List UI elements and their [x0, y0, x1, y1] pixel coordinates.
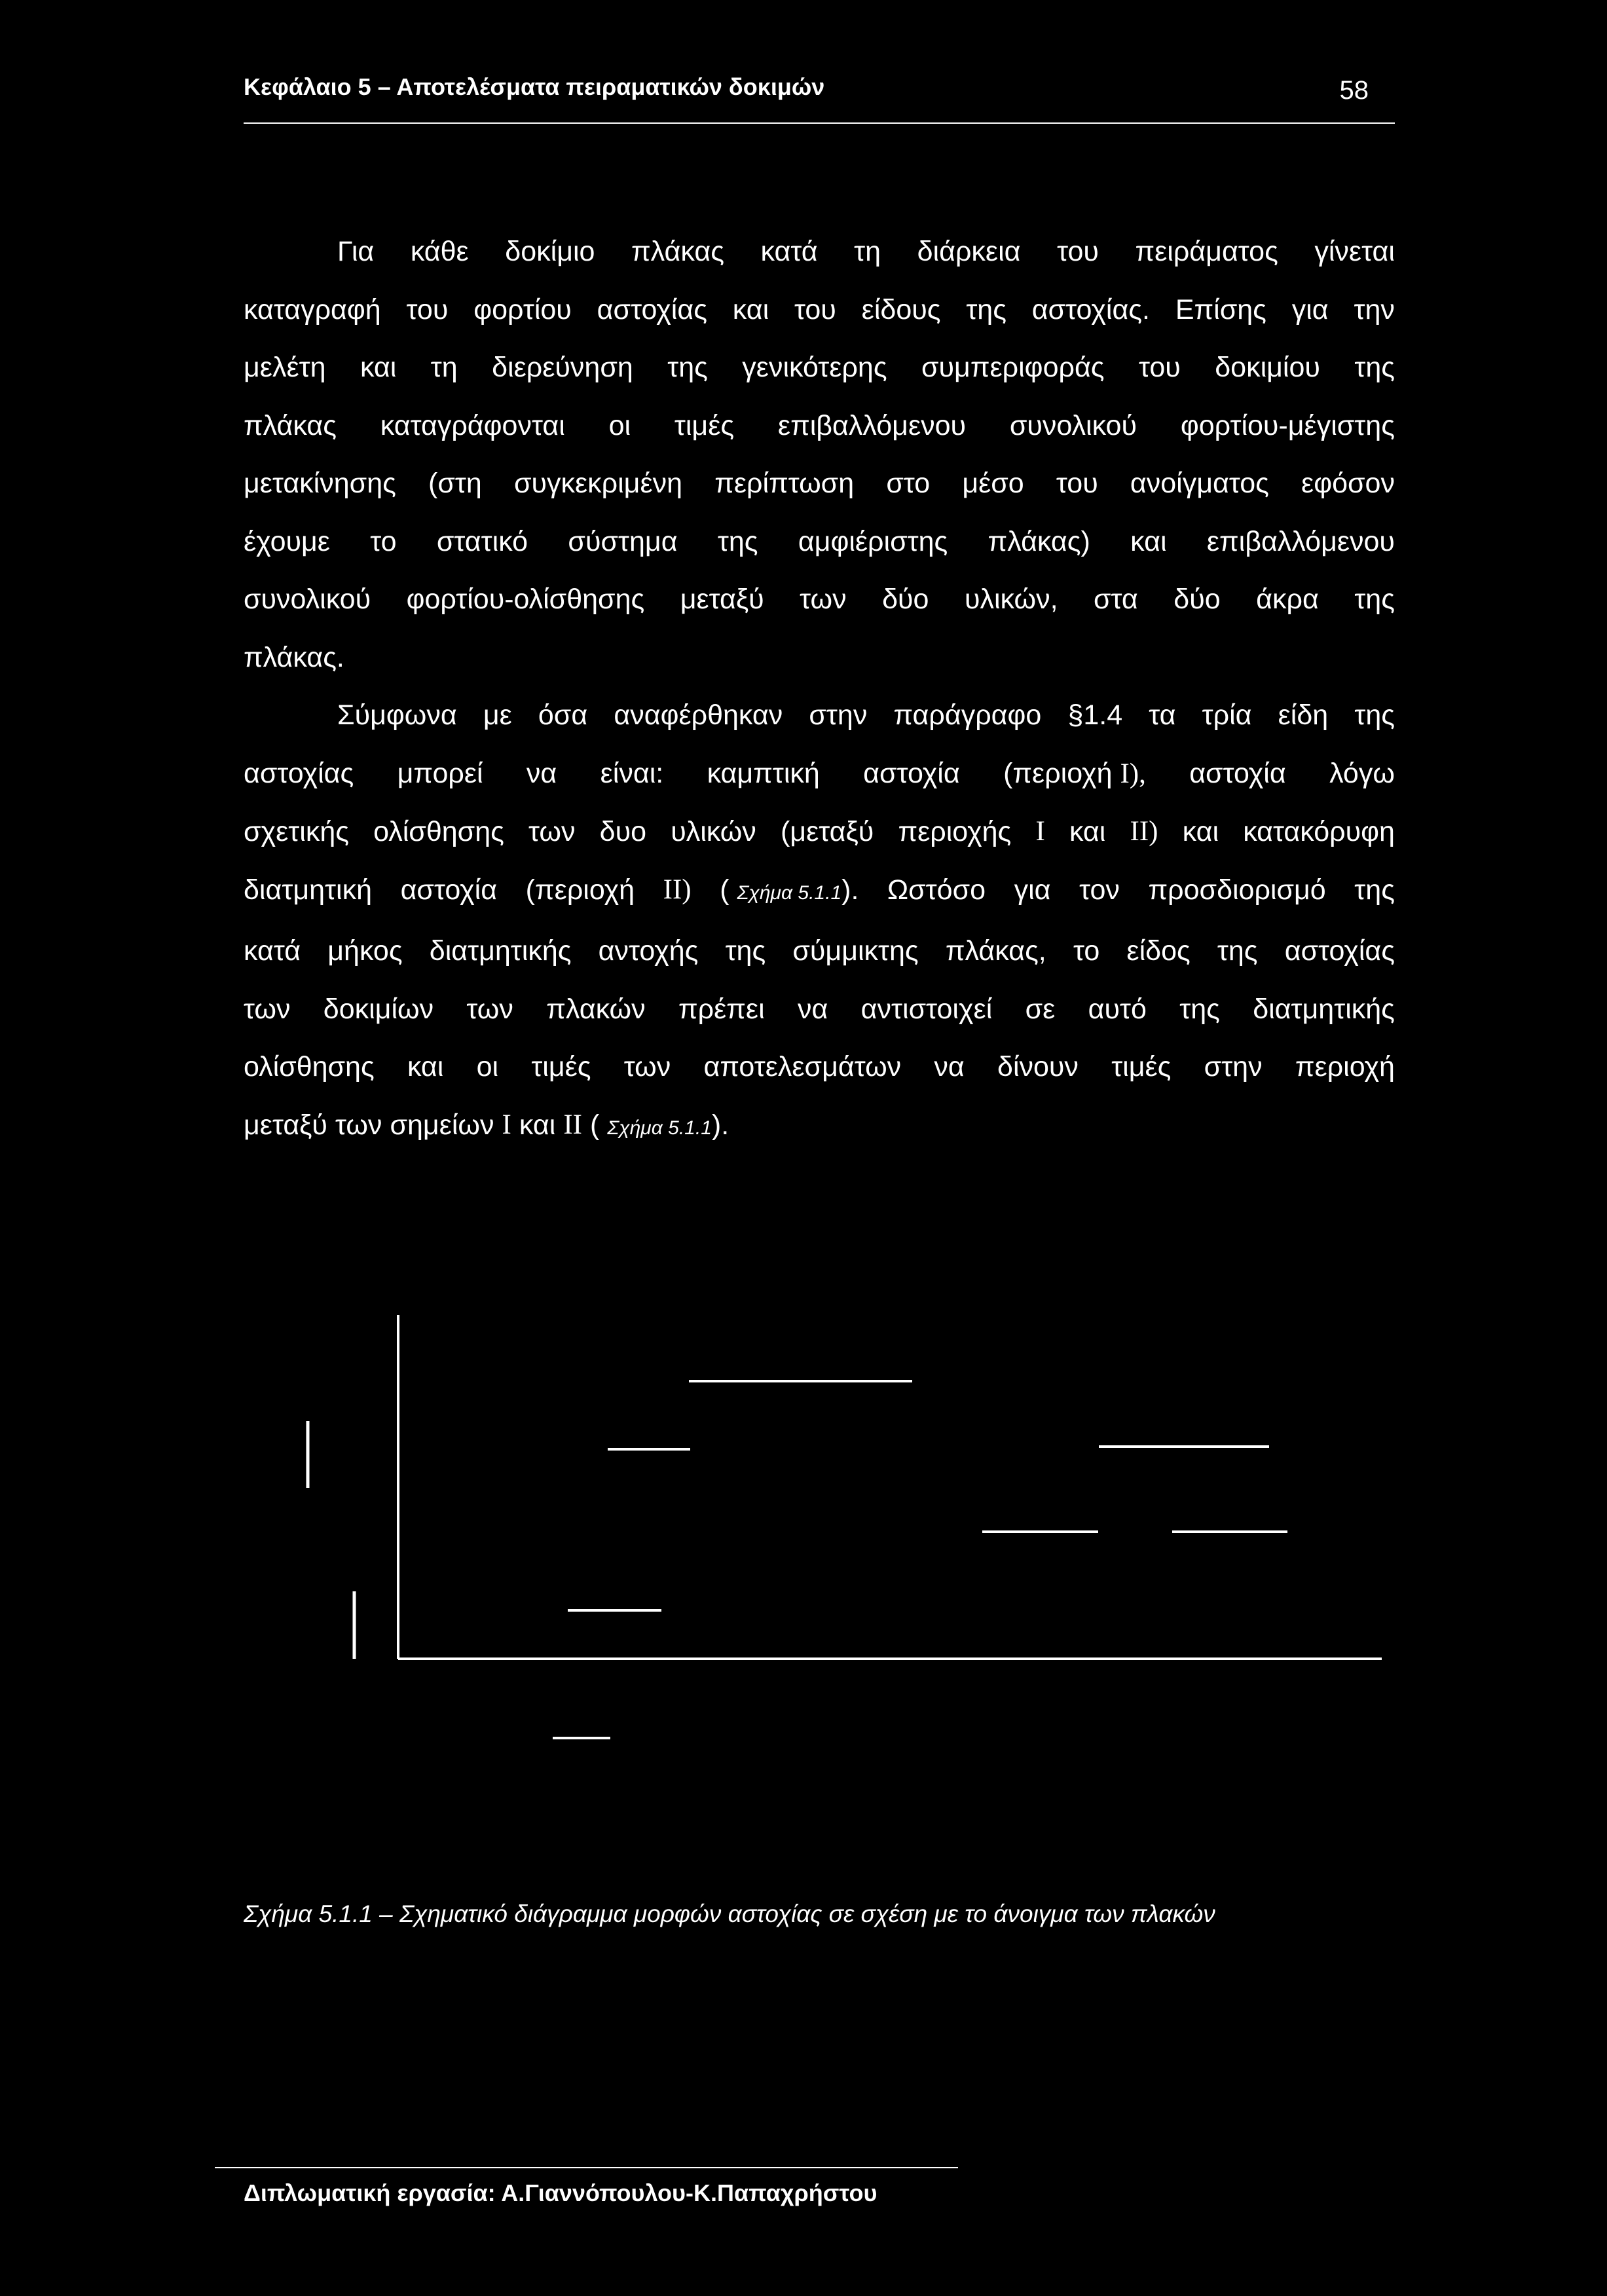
word-group	[720, 861, 859, 923]
text-line	[244, 397, 1395, 455]
word: της	[667, 352, 708, 383]
word: να	[934, 1051, 965, 1083]
word: σημείων	[390, 1109, 494, 1141]
word: Επίσης	[1175, 293, 1266, 325]
word: μεταξύ	[244, 1109, 327, 1141]
roman-numeral: ΙΙ)	[1130, 816, 1158, 847]
word: αστοχία	[400, 874, 498, 906]
word: γίνεται	[1314, 236, 1395, 267]
word: στατικό	[436, 525, 528, 557]
word: §1.4	[1067, 699, 1123, 731]
word: όσα	[538, 699, 588, 731]
word: υλικών,	[964, 583, 1058, 615]
word: της	[1354, 352, 1395, 383]
word: συμπεριφοράς	[921, 352, 1105, 383]
word: τη	[430, 352, 458, 383]
word: κατά	[760, 236, 818, 267]
text-line	[244, 281, 1395, 339]
word: πλακών	[546, 993, 646, 1025]
word: των	[335, 1109, 382, 1141]
word: καταγράφονται	[380, 409, 565, 441]
word: οι	[608, 409, 631, 441]
word: μπορεί	[397, 757, 483, 789]
word: είδος	[1126, 935, 1191, 967]
word: να	[797, 993, 828, 1025]
word: παράγραφο	[893, 699, 1042, 731]
word: (μεταξύ	[780, 816, 874, 847]
page-number: 58	[1339, 76, 1369, 105]
word: διατμητική	[244, 874, 372, 906]
word: των	[800, 583, 847, 615]
word: καταγραφή	[244, 293, 381, 325]
word: σχετικής	[244, 816, 349, 847]
text-line	[244, 629, 1395, 687]
word: δίνουν	[997, 1051, 1079, 1083]
word: στο	[886, 468, 931, 499]
word: της	[966, 293, 1007, 325]
word: πλάκας.	[244, 641, 344, 673]
page-header	[244, 73, 1395, 113]
word-group	[590, 1096, 729, 1158]
word: της	[1354, 699, 1395, 731]
word: (	[589, 1109, 600, 1141]
word: δοκιμίων	[323, 993, 434, 1025]
word: για	[1291, 293, 1329, 325]
word: τον	[1079, 874, 1120, 906]
word: άκρα	[1256, 583, 1319, 615]
text-line	[244, 223, 1395, 281]
word: ).	[841, 874, 859, 906]
word: σύστημα	[568, 525, 678, 557]
word: πρέπει	[678, 993, 765, 1025]
word: έχουμε	[244, 525, 330, 557]
word: περιοχή	[1295, 1051, 1395, 1083]
word: μήκος	[327, 935, 403, 967]
word: οι	[476, 1051, 499, 1083]
word: τη	[854, 236, 881, 267]
word: διερεύνηση	[492, 352, 633, 383]
chapter-title: Κεφάλαιο 5 – Αποτελέσματα πειραματικών δοκιμών	[244, 73, 825, 100]
text-line	[244, 1038, 1395, 1096]
word: της	[1217, 935, 1258, 967]
word: των	[528, 816, 576, 847]
word: Ωστόσο	[887, 874, 986, 906]
word: στην	[1204, 1051, 1263, 1083]
word: διατμητικής	[1253, 993, 1395, 1025]
word: πλάκας,	[945, 935, 1046, 967]
word: δύο	[882, 583, 929, 615]
word: τιμές	[1111, 1051, 1172, 1083]
text-line	[244, 803, 1395, 861]
word: και	[519, 1109, 556, 1141]
word: επιβαλλόμενου	[1206, 525, 1395, 557]
word: (στη	[428, 468, 482, 499]
word: αστοχία	[863, 757, 960, 789]
word: συγκεκριμένη	[513, 468, 683, 499]
word: των	[623, 1051, 671, 1083]
text-line	[244, 454, 1395, 513]
word-group	[1003, 745, 1146, 804]
word: αστοχία	[1189, 757, 1286, 789]
roman-numeral: ΙΙ)	[663, 874, 692, 905]
word: το	[370, 525, 397, 557]
word: λόγω	[1329, 757, 1395, 789]
word: του	[1056, 468, 1098, 499]
word: προσδιορισμό	[1148, 874, 1326, 906]
word: αμφιέριστης	[798, 525, 948, 557]
footer-divider	[215, 2167, 958, 2168]
word: τα	[1149, 699, 1176, 731]
word: αυτό	[1088, 993, 1147, 1025]
roman-numeral: Ι	[502, 1109, 511, 1140]
word: φορτίου	[473, 293, 572, 325]
word: της	[1354, 874, 1395, 906]
text-line	[244, 980, 1395, 1039]
word: δοκίμιο	[505, 236, 595, 267]
word: τρία	[1202, 699, 1252, 731]
word: περιοχής	[898, 816, 1012, 847]
text-line	[244, 686, 1395, 745]
word: είδους	[861, 293, 941, 325]
word: φορτίου-ολίσθησης	[406, 583, 645, 615]
word: κατακόρυφη	[1243, 816, 1395, 847]
word: περίπτωση	[714, 468, 855, 499]
word: αποτελεσμάτων	[703, 1051, 902, 1083]
word: αναφέρθηκαν	[614, 699, 783, 731]
roman-numeral: Ι),	[1120, 758, 1146, 789]
word: πειράματος	[1135, 236, 1278, 267]
word: πλάκας	[631, 236, 724, 267]
word: ολίσθησης	[244, 1051, 375, 1083]
word: στα	[1094, 583, 1138, 615]
word: κάθε	[410, 236, 469, 267]
word: δοκιμίου	[1215, 352, 1320, 383]
word: και	[1130, 525, 1167, 557]
text-line	[244, 513, 1395, 571]
word: αστοχίας	[244, 757, 354, 789]
figure-reference: Σχήμα 5.1.1	[737, 881, 842, 904]
word: (περιοχή	[1003, 757, 1113, 789]
word: σύμμικτης	[792, 935, 919, 967]
word: και	[732, 293, 769, 325]
word: της	[717, 525, 758, 557]
word: και	[360, 352, 397, 383]
text-line	[244, 745, 1395, 804]
word: ολίσθησης	[373, 816, 504, 847]
word: κατά	[244, 935, 301, 967]
word: της	[1179, 993, 1220, 1025]
word: σε	[1025, 993, 1056, 1025]
word: τιμές	[531, 1051, 591, 1083]
word: συνολικού	[244, 583, 371, 615]
roman-numeral: ΙΙ	[563, 1109, 582, 1140]
figure-caption: Σχήμα 5.1.1 – Σχηματικό διάγραμμα μορφών αστοχίας σε σχέση με το άνοιγμα των πλακών	[244, 1900, 1215, 1927]
word: αστοχίας.	[1031, 293, 1150, 325]
word: συνολικού	[1009, 409, 1137, 441]
word: και	[1069, 816, 1106, 847]
word: αντοχής	[598, 935, 699, 967]
figure-reference: Σχήμα 5.1.1	[607, 1117, 712, 1139]
word: αστοχίας	[597, 293, 707, 325]
header-divider	[244, 122, 1395, 124]
word: γενικότερης	[742, 352, 887, 383]
word: μελέτη	[244, 352, 326, 383]
body-text	[244, 223, 1395, 1157]
word: υλικών	[671, 816, 756, 847]
word: του	[406, 293, 449, 325]
word: καμπτική	[707, 757, 820, 789]
word: με	[483, 699, 512, 731]
word: μέσο	[962, 468, 1024, 499]
word: δυο	[599, 816, 647, 847]
paragraph-2	[244, 686, 1395, 1157]
word: διάρκεια	[917, 236, 1021, 267]
word: των	[244, 993, 291, 1025]
word: του	[1138, 352, 1181, 383]
word: της	[725, 935, 766, 967]
word: αντιστοιχεί	[860, 993, 993, 1025]
word: τιμές	[674, 409, 735, 441]
word: Για	[337, 236, 375, 267]
word: και	[407, 1051, 444, 1083]
word: για	[1014, 874, 1051, 906]
word: διατμητικής	[429, 935, 572, 967]
text-line	[244, 922, 1395, 980]
word: να	[526, 757, 557, 789]
word: του	[1057, 236, 1099, 267]
word: (περιοχή	[525, 874, 635, 906]
word: αστοχίας	[1284, 935, 1395, 967]
word: το	[1073, 935, 1100, 967]
word: ανοίγματος	[1130, 468, 1269, 499]
word: και	[1182, 816, 1219, 847]
word: (	[720, 874, 730, 906]
word: μεταξύ	[680, 583, 764, 615]
word: εφόσον	[1301, 468, 1395, 499]
word: της	[1354, 583, 1395, 615]
word: Σύμφωνα	[337, 699, 457, 731]
text-line	[244, 1096, 1395, 1158]
word: των	[466, 993, 513, 1025]
word: στην	[809, 699, 868, 731]
word: είδη	[1278, 699, 1329, 731]
word: είναι:	[600, 757, 664, 789]
word: δύο	[1173, 583, 1221, 615]
word: ).	[711, 1109, 730, 1141]
word: φορτίου-μέγιστης	[1180, 409, 1395, 441]
word: μετακίνησης	[244, 468, 396, 499]
word: πλάκας	[244, 409, 337, 441]
word: την	[1354, 293, 1395, 325]
word: επιβαλλόμενου	[777, 409, 967, 441]
word: πλάκας)	[988, 525, 1090, 557]
text-line	[244, 861, 1395, 923]
roman-numeral: Ι	[1035, 816, 1045, 847]
footer-text: Διπλωματική εργασία: Α.Γιαννόπουλου-Κ.Παπαχρήστου	[244, 2179, 877, 2206]
text-line	[244, 570, 1395, 629]
text-line	[244, 339, 1395, 397]
word: του	[794, 293, 836, 325]
paragraph-1	[244, 223, 1395, 686]
